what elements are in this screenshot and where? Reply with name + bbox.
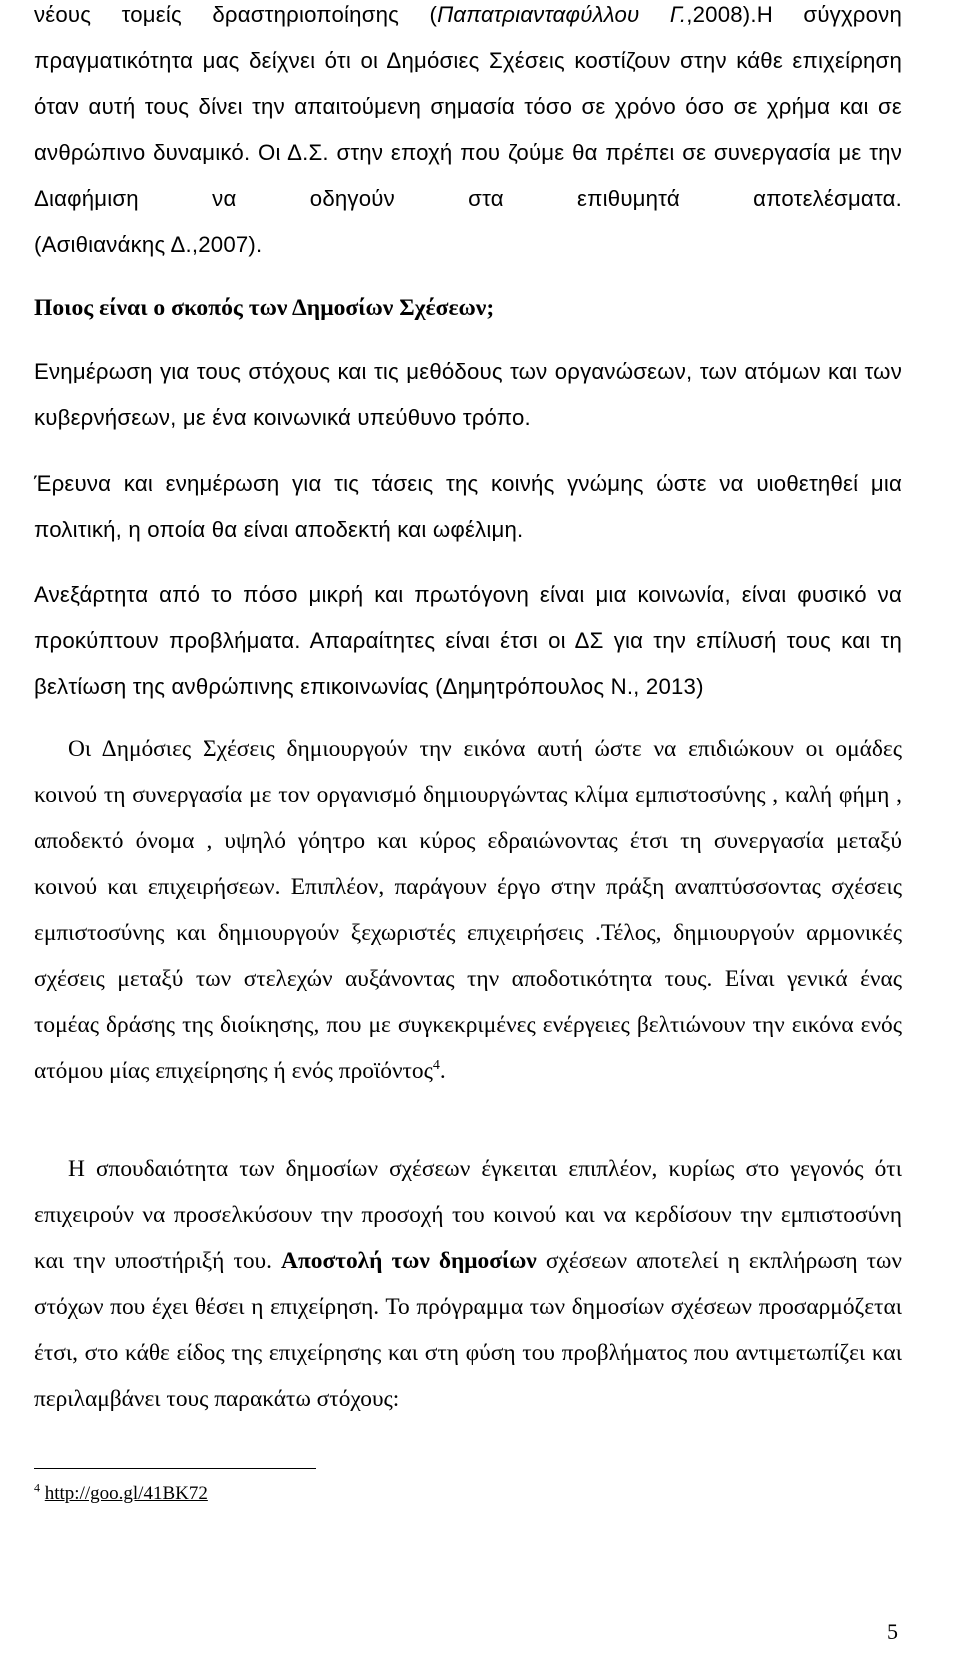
section-heading: Ποιος είναι ο σκοπός των Δημοσίων Σχέσεων; — [34, 295, 495, 321]
public-image-paragraph: Οι Δημόσιες Σχέσεις δημιουργούν την εικόνα αυτή ώστε να επιδιώκουν οι ομάδες κοινού τη συνεργασία με τον οργανισμό δημιουργώντας κλίμα εμπιστοσύνης , καλή φήμη , αποδεκτό όνομα , υψηλό γόητρο και κύρος εδραιώνοντας έτσι τη συνεργασία μεταξύ κοινού και επιχειρήσεων. Επιπλέον, παράγουν έργο στην πράξη αναπτύσσοντας σχέσεις εμπιστοσύνης και δημιουργούν ξεχωριστές επιχειρήσεις .Τέλος, δημιουργούν αρμονικές σχέσεις μεταξύ των στελεχών αυξάνοντας την αποδοτικότητα τους. Είναι γενικά ένας τομέας δράσης της διοίκησης, που με συγκεκριμένες ενέργειες βελτιώνουν την εικόνα ενός ατόμου μίας επιχείρησης ή ενός προϊόντος$^4$. — [34, 736, 902, 1084]
purpose-paragraph: Ενημέρωση για τους στόχους και τις μεθόδους των οργανώσεων, των ατόμων και των κυβερνήσεων, με ένα κοινωνικά υπεύθυνο τρόπο. — [34, 359, 902, 430]
continuation-line: Διαφήμιση να οδηγούν στα επιθυμητά αποτελέσματα. — [34, 186, 902, 211]
continuation-line: ανθρώπινο δυναμικό. Οι Δ.Σ. στην εποχή που ζούμε θα πρέπει σε συνεργασία με την — [34, 140, 902, 165]
purpose-paragraph: Έρευνα και ενημέρωση για τις τάσεις της κοινής γνώμης ώστε να υιοθετηθεί μια πολιτική, η οποία θα είναι αποδεκτή και ωφέλιμη. — [34, 471, 902, 542]
citation-author: Παπατριανταφύλλου Γ. — [437, 2, 687, 27]
footnote-link[interactable]: http://goo.gl/41BK72 — [44, 1483, 208, 1504]
page-number: 5 — [887, 1619, 898, 1644]
footnote-number: 4 — [34, 1480, 40, 1495]
continuation-line: (Ασιθιανάκης Δ.,2007). — [34, 232, 263, 257]
continuation-line: νέους τομείς δραστηριοποίησης (Παπατριανταφύλλου Γ.,2008).Η σύγχρονη — [34, 2, 902, 27]
continuation-line: πραγματικότητα μας δείχνει ότι οι Δημόσιες Σχέσεις κοστίζουν στην κάθε επιχείρηση — [34, 48, 902, 73]
importance-paragraph: Η σπουδαιότητα των δημοσίων σχέσεων έγκειται επιπλέον, κυρίως στο γεγονός ότι επιχειρούν να προσελκύσουν την προσοχή του κοινού και να κερδίσουν την εμπιστοσύνη και την υποστήριξή του. Αποστολή των δημοσίων σχέσεων αποτελεί η εκπλήρωση των στόχων που έχει θέσει η επιχείρηση. Το πρόγραμμα των δημοσίων σχέσεων προσαρμόζεται έτσι, στο κάθε είδος της επιχείρησης και στη φύση του προβλήματος που αντιμετωπίζει και περιλαμβάνει τους παρακάτω στόχους: — [34, 1156, 902, 1412]
footnote — [34, 1477, 208, 1511]
purpose-paragraph: Ανεξάρτητα από το πόσο μικρή και πρωτόγονη είναι μια κοινωνία, είναι φυσικό να προκύπτουν προβλήματα. Απαραίτητες είναι έτσι οι ΔΣ για την επίλυσή τους και τη βελτίωση της ανθρώπινης επικοινωνίας (Δημητρόπουλος Ν., 2013) — [34, 582, 902, 699]
continuation-line: όταν αυτή τους δίνει την απαιτούμενη σημασία τόσο σε χρόνο όσο σε χρήμα και σε — [34, 94, 902, 119]
bold-phrase: Αποστολή των δημοσίων — [281, 1248, 537, 1274]
footnote-reference[interactable]: 4 — [432, 1058, 440, 1074]
continuation-paragraph — [34, 0, 902, 268]
footnote-divider — [34, 1468, 316, 1469]
